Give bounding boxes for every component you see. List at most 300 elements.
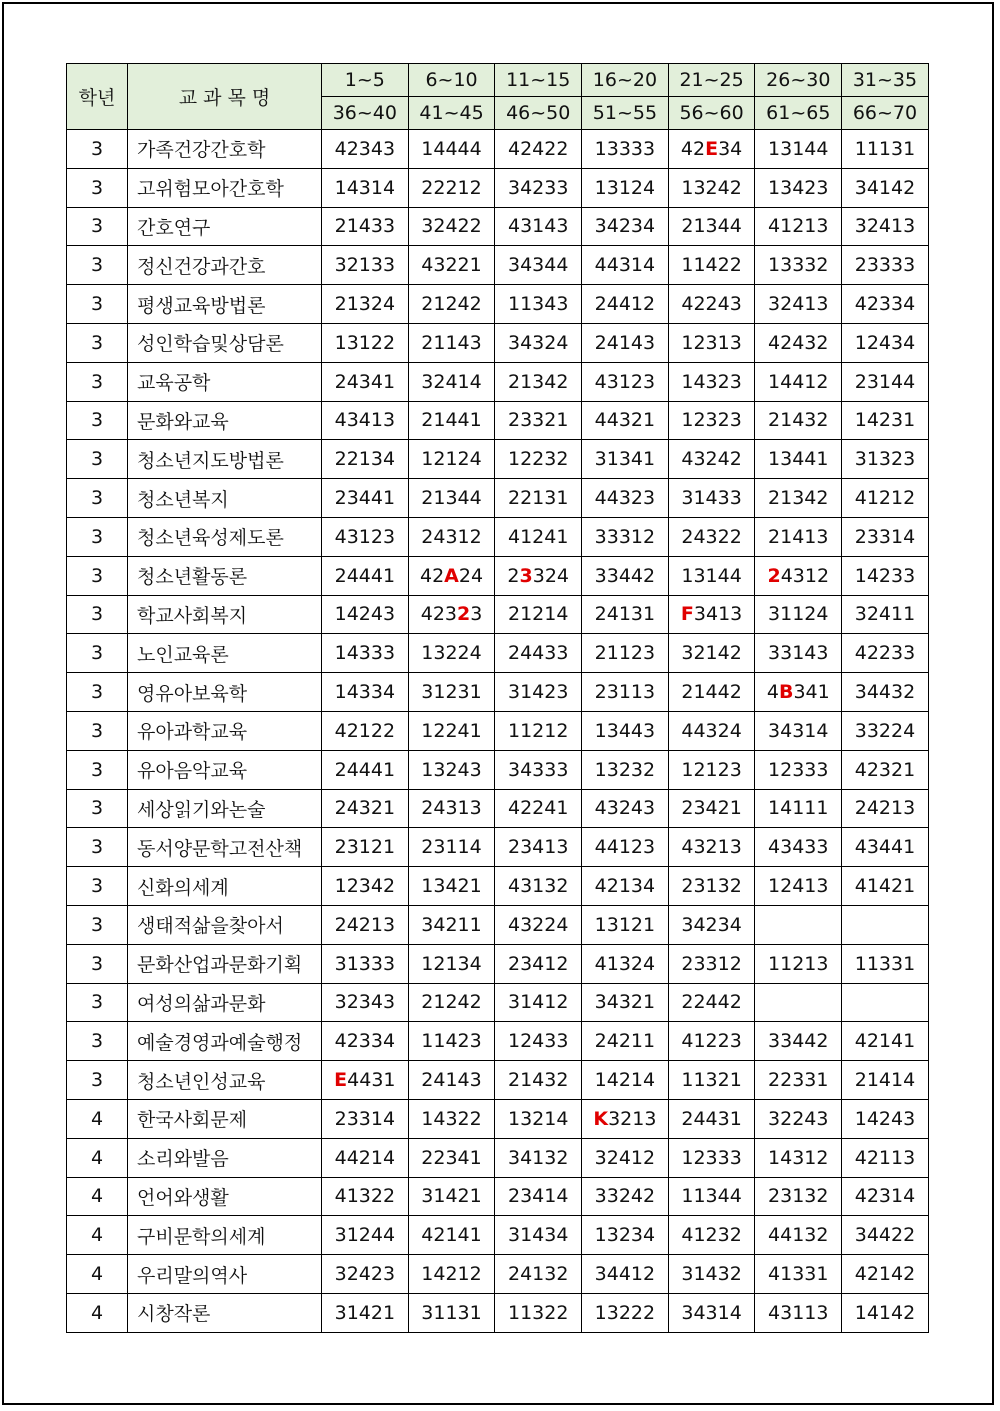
answer-cell: 12413 bbox=[755, 867, 842, 906]
answer-cell: 41322 bbox=[322, 1177, 409, 1216]
subject-cell: 문화산업과문화기획 bbox=[128, 944, 322, 983]
subject-cell: 세상읽기와논술 bbox=[128, 789, 322, 828]
answer-cell: 14243 bbox=[322, 595, 409, 634]
grade-cell: 4 bbox=[67, 1255, 128, 1294]
answer-cell: 42314 bbox=[842, 1177, 929, 1216]
table-row bbox=[67, 401, 929, 440]
answer-cell: 21214 bbox=[495, 595, 582, 634]
answer-cell: 21342 bbox=[755, 479, 842, 518]
table-header bbox=[67, 64, 929, 130]
grade-cell: 3 bbox=[67, 168, 128, 207]
table-row bbox=[67, 556, 929, 595]
range-header: 51~55 bbox=[582, 97, 669, 130]
answer-cell: 42A24 bbox=[408, 556, 495, 595]
answer-cell: 14243 bbox=[842, 1099, 929, 1138]
answer-cell: 43221 bbox=[408, 246, 495, 285]
table-row bbox=[67, 1255, 929, 1294]
answer-cell: 23314 bbox=[322, 1099, 409, 1138]
answer-cell: 24312 bbox=[755, 556, 842, 595]
answer-cell: 22442 bbox=[668, 983, 755, 1022]
answer-cell: 31341 bbox=[582, 440, 669, 479]
answer-cell: 21242 bbox=[408, 983, 495, 1022]
answer-cell: 21432 bbox=[755, 401, 842, 440]
answer-cell: 11213 bbox=[755, 944, 842, 983]
range-header: 21~25 bbox=[668, 64, 755, 97]
grade-cell: 3 bbox=[67, 711, 128, 750]
answer-cell: 21342 bbox=[495, 362, 582, 401]
answer-cell: 13121 bbox=[582, 905, 669, 944]
grade-cell: 3 bbox=[67, 479, 128, 518]
answer-cell: 43224 bbox=[495, 905, 582, 944]
answer-cell: 32412 bbox=[582, 1138, 669, 1177]
answer-cell: 22134 bbox=[322, 440, 409, 479]
answer-cell: 13224 bbox=[408, 634, 495, 673]
answer-cell: 21242 bbox=[408, 285, 495, 324]
table-row bbox=[67, 440, 929, 479]
answer-cell: 43243 bbox=[582, 789, 669, 828]
answer-cell: 22131 bbox=[495, 479, 582, 518]
range-header: 46~50 bbox=[495, 97, 582, 130]
grade-cell: 3 bbox=[67, 362, 128, 401]
highlighted-answer-char: 3 bbox=[519, 564, 533, 587]
answer-cell: 24322 bbox=[668, 517, 755, 556]
answer-cell: 14212 bbox=[408, 1255, 495, 1294]
answer-cell: 23421 bbox=[668, 789, 755, 828]
answer-cell: 23144 bbox=[842, 362, 929, 401]
subject-cell: 청소년지도방법론 bbox=[128, 440, 322, 479]
answer-cell: 14233 bbox=[842, 556, 929, 595]
answer-cell: 42233 bbox=[842, 634, 929, 673]
answer-cell: 23321 bbox=[495, 401, 582, 440]
subject-cell: 유아과학교육 bbox=[128, 711, 322, 750]
answer-cell: 23414 bbox=[495, 1177, 582, 1216]
answer-cell: 23413 bbox=[495, 828, 582, 867]
answer-cell: 11344 bbox=[668, 1177, 755, 1216]
answer-cell: 31124 bbox=[755, 595, 842, 634]
answer-cell: 22212 bbox=[408, 168, 495, 207]
answer-cell: 24441 bbox=[322, 750, 409, 789]
grade-cell: 3 bbox=[67, 673, 128, 712]
answer-cell: 12123 bbox=[668, 750, 755, 789]
answer-cell: 23314 bbox=[842, 517, 929, 556]
answer-cell: 13144 bbox=[668, 556, 755, 595]
answer-cell: 21344 bbox=[408, 479, 495, 518]
answer-cell: 24341 bbox=[322, 362, 409, 401]
answer-cell: 14322 bbox=[408, 1099, 495, 1138]
answer-cell: 22341 bbox=[408, 1138, 495, 1177]
answer-cell: 24131 bbox=[582, 595, 669, 634]
answer-cell: 12342 bbox=[322, 867, 409, 906]
answer-cell: 42321 bbox=[842, 750, 929, 789]
answer-cell: 44214 bbox=[322, 1138, 409, 1177]
subject-cell: 문화와교육 bbox=[128, 401, 322, 440]
range-header: 26~30 bbox=[755, 64, 842, 97]
highlighted-answer-char: F bbox=[680, 603, 694, 626]
answer-cell: E4431 bbox=[322, 1061, 409, 1100]
answer-cell: 24441 bbox=[322, 556, 409, 595]
answer-cell: 34132 bbox=[495, 1138, 582, 1177]
range-header: 41~45 bbox=[408, 97, 495, 130]
answer-cell: 34422 bbox=[842, 1216, 929, 1255]
subject-cell: 신화의세계 bbox=[128, 867, 322, 906]
table-row bbox=[67, 867, 929, 906]
answer-cell: 33224 bbox=[842, 711, 929, 750]
answer-cell: 12313 bbox=[668, 323, 755, 362]
answer-cell: 34211 bbox=[408, 905, 495, 944]
answer-cell: 41223 bbox=[668, 1022, 755, 1061]
grade-cell: 3 bbox=[67, 1022, 128, 1061]
answer-cell: 41421 bbox=[842, 867, 929, 906]
answer-cell: 44324 bbox=[668, 711, 755, 750]
answer-cell: 13144 bbox=[755, 130, 842, 169]
grade-cell: 3 bbox=[67, 517, 128, 556]
answer-cell: 43242 bbox=[668, 440, 755, 479]
table-row bbox=[67, 1099, 929, 1138]
answer-cell: 13124 bbox=[582, 168, 669, 207]
grade-cell: 4 bbox=[67, 1216, 128, 1255]
answer-cell: 13242 bbox=[668, 168, 755, 207]
answer-cell: 14334 bbox=[322, 673, 409, 712]
answer-cell: 31423 bbox=[495, 673, 582, 712]
grade-cell: 4 bbox=[67, 1099, 128, 1138]
grade-cell: 3 bbox=[67, 323, 128, 362]
subject-cell: 평생교육방법론 bbox=[128, 285, 322, 324]
answer-cell: 24433 bbox=[495, 634, 582, 673]
table-row bbox=[67, 828, 929, 867]
table-row bbox=[67, 634, 929, 673]
table-row bbox=[67, 905, 929, 944]
answer-cell: 23312 bbox=[668, 944, 755, 983]
answer-cell: 31244 bbox=[322, 1216, 409, 1255]
answer-cell: 14333 bbox=[322, 634, 409, 673]
answer-cell: 42422 bbox=[495, 130, 582, 169]
answer-cell: 13443 bbox=[582, 711, 669, 750]
answer-cell: 24143 bbox=[408, 1061, 495, 1100]
range-header: 56~60 bbox=[668, 97, 755, 130]
subject-cell: 청소년인성교육 bbox=[128, 1061, 322, 1100]
answer-cell: 13232 bbox=[582, 750, 669, 789]
answer-cell: 41232 bbox=[668, 1216, 755, 1255]
subject-cell: 한국사회문제 bbox=[128, 1099, 322, 1138]
highlighted-answer-char: K bbox=[593, 1107, 609, 1130]
table-row bbox=[67, 130, 929, 169]
range-header: 16~20 bbox=[582, 64, 669, 97]
subject-cell: 동서양문학고전산책 bbox=[128, 828, 322, 867]
answer-cell: 43123 bbox=[322, 517, 409, 556]
range-header: 36~40 bbox=[322, 97, 409, 130]
grade-cell: 3 bbox=[67, 944, 128, 983]
range-header: 6~10 bbox=[408, 64, 495, 97]
answer-cell: 21123 bbox=[582, 634, 669, 673]
answer-cell: 24312 bbox=[408, 517, 495, 556]
answer-cell: 33242 bbox=[582, 1177, 669, 1216]
answer-cell: 24412 bbox=[582, 285, 669, 324]
answer-cell: 13222 bbox=[582, 1293, 669, 1332]
answer-cell: 34142 bbox=[842, 168, 929, 207]
range-header: 61~65 bbox=[755, 97, 842, 130]
answer-cell: 13122 bbox=[322, 323, 409, 362]
subject-cell: 가족건강간호학 bbox=[128, 130, 322, 169]
answer-cell: 14444 bbox=[408, 130, 495, 169]
table-row bbox=[67, 479, 929, 518]
answer-cell: 12323 bbox=[668, 401, 755, 440]
answer-cell: 43143 bbox=[495, 207, 582, 246]
subject-cell: 예술경영과예술행정 bbox=[128, 1022, 322, 1061]
grade-cell: 3 bbox=[67, 246, 128, 285]
answer-cell: 11321 bbox=[668, 1061, 755, 1100]
answer-cell: 42141 bbox=[842, 1022, 929, 1061]
subject-cell: 청소년육성제도론 bbox=[128, 517, 322, 556]
subject-cell: 청소년활동론 bbox=[128, 556, 322, 595]
answer-cell: 33442 bbox=[582, 556, 669, 595]
subject-cell: 시창작론 bbox=[128, 1293, 322, 1332]
subject-cell: 생태적삶을찾아서 bbox=[128, 905, 322, 944]
answer-cell: 24211 bbox=[582, 1022, 669, 1061]
answer-cell: 32413 bbox=[755, 285, 842, 324]
answer-cell: 44123 bbox=[582, 828, 669, 867]
highlighted-answer-char: E bbox=[334, 1069, 348, 1092]
answer-cell: 42141 bbox=[408, 1216, 495, 1255]
answer-key-table bbox=[66, 63, 929, 1333]
grade-cell: 3 bbox=[67, 750, 128, 789]
range-header: 1~5 bbox=[322, 64, 409, 97]
grade-cell: 3 bbox=[67, 440, 128, 479]
answer-cell: 23333 bbox=[842, 246, 929, 285]
answer-cell: 21442 bbox=[668, 673, 755, 712]
answer-cell: 23132 bbox=[755, 1177, 842, 1216]
table-row bbox=[67, 1293, 929, 1332]
grade-cell: 4 bbox=[67, 1138, 128, 1177]
answer-cell: 12241 bbox=[408, 711, 495, 750]
answer-cell: 11423 bbox=[408, 1022, 495, 1061]
answer-cell: 34314 bbox=[668, 1293, 755, 1332]
answer-cell: 23441 bbox=[322, 479, 409, 518]
grade-cell: 3 bbox=[67, 1061, 128, 1100]
answer-cell: 21432 bbox=[495, 1061, 582, 1100]
answer-cell: 42241 bbox=[495, 789, 582, 828]
subject-cell: 소리와발음 bbox=[128, 1138, 322, 1177]
subject-cell: 간호연구 bbox=[128, 207, 322, 246]
answer-cell: 31323 bbox=[842, 440, 929, 479]
table-row bbox=[67, 789, 929, 828]
answer-cell: 43113 bbox=[755, 1293, 842, 1332]
answer-cell: 34333 bbox=[495, 750, 582, 789]
highlighted-answer-char: A bbox=[444, 564, 459, 587]
answer-cell: 42122 bbox=[322, 711, 409, 750]
answer-cell: 42134 bbox=[582, 867, 669, 906]
table-row bbox=[67, 595, 929, 634]
answer-cell: 33312 bbox=[582, 517, 669, 556]
answer-cell: 23114 bbox=[408, 828, 495, 867]
highlighted-answer-char: 2 bbox=[457, 603, 471, 626]
answer-cell: 14111 bbox=[755, 789, 842, 828]
subject-cell: 영유아보육학 bbox=[128, 673, 322, 712]
subject-cell: 교육공학 bbox=[128, 362, 322, 401]
answer-cell: 14312 bbox=[755, 1138, 842, 1177]
answer-cell: 32422 bbox=[408, 207, 495, 246]
answer-cell: 32142 bbox=[668, 634, 755, 673]
table-row bbox=[67, 362, 929, 401]
answer-cell: 34432 bbox=[842, 673, 929, 712]
answer-cell: 13423 bbox=[755, 168, 842, 207]
answer-cell: 13332 bbox=[755, 246, 842, 285]
answer-cell: 21441 bbox=[408, 401, 495, 440]
answer-cell bbox=[842, 983, 929, 1022]
grade-cell: 3 bbox=[67, 130, 128, 169]
highlighted-answer-char: 2 bbox=[767, 564, 781, 587]
grade-cell: 3 bbox=[67, 983, 128, 1022]
answer-cell: 34234 bbox=[668, 905, 755, 944]
answer-cell: 34233 bbox=[495, 168, 582, 207]
answer-cell: 42343 bbox=[322, 130, 409, 169]
answer-cell: 23412 bbox=[495, 944, 582, 983]
answer-cell: 44132 bbox=[755, 1216, 842, 1255]
answer-cell: 21433 bbox=[322, 207, 409, 246]
answer-cell: 32423 bbox=[322, 1255, 409, 1294]
answer-cell: 31433 bbox=[668, 479, 755, 518]
answer-cell: 43132 bbox=[495, 867, 582, 906]
answer-cell: 41241 bbox=[495, 517, 582, 556]
subject-cell: 유아음악교육 bbox=[128, 750, 322, 789]
grade-cell: 3 bbox=[67, 828, 128, 867]
answer-cell: 12232 bbox=[495, 440, 582, 479]
answer-cell: 43213 bbox=[668, 828, 755, 867]
answer-cell: 21413 bbox=[755, 517, 842, 556]
table-row bbox=[67, 673, 929, 712]
table-row bbox=[67, 1022, 929, 1061]
answer-cell: 14412 bbox=[755, 362, 842, 401]
answer-cell bbox=[842, 905, 929, 944]
grade-header: 학년 bbox=[67, 64, 128, 130]
range-header: 66~70 bbox=[842, 97, 929, 130]
table-row bbox=[67, 246, 929, 285]
answer-cell: 12134 bbox=[408, 944, 495, 983]
answer-cell: 32243 bbox=[755, 1099, 842, 1138]
answer-cell: 14214 bbox=[582, 1061, 669, 1100]
answer-cell: 21324 bbox=[322, 285, 409, 324]
answer-cell: 14231 bbox=[842, 401, 929, 440]
answer-cell: K3213 bbox=[582, 1099, 669, 1138]
answer-cell: 23121 bbox=[322, 828, 409, 867]
subject-cell: 학교사회복지 bbox=[128, 595, 322, 634]
subject-header: 교 과 목 명 bbox=[128, 64, 322, 130]
answer-cell: 34344 bbox=[495, 246, 582, 285]
answer-cell: 31432 bbox=[668, 1255, 755, 1294]
answer-cell: 31131 bbox=[408, 1293, 495, 1332]
answer-cell: 43433 bbox=[755, 828, 842, 867]
answer-cell: 11212 bbox=[495, 711, 582, 750]
table-row bbox=[67, 168, 929, 207]
table-row bbox=[67, 517, 929, 556]
table-body bbox=[67, 130, 929, 1333]
answer-cell: 31434 bbox=[495, 1216, 582, 1255]
grade-cell: 3 bbox=[67, 634, 128, 673]
answer-cell: 32411 bbox=[842, 595, 929, 634]
answer-cell: 14314 bbox=[322, 168, 409, 207]
table-row bbox=[67, 1216, 929, 1255]
highlighted-answer-char: B bbox=[778, 681, 794, 704]
answer-cell: 24431 bbox=[668, 1099, 755, 1138]
answer-cell: 24321 bbox=[322, 789, 409, 828]
answer-cell: 12333 bbox=[755, 750, 842, 789]
table-row bbox=[67, 323, 929, 362]
answer-cell: 34412 bbox=[582, 1255, 669, 1294]
subject-cell: 노인교육론 bbox=[128, 634, 322, 673]
answer-cell: 14142 bbox=[842, 1293, 929, 1332]
answer-cell: 31412 bbox=[495, 983, 582, 1022]
answer-cell: 13441 bbox=[755, 440, 842, 479]
answer-cell: 24213 bbox=[322, 905, 409, 944]
answer-cell: 31421 bbox=[322, 1293, 409, 1332]
answer-cell: 42334 bbox=[842, 285, 929, 324]
answer-cell: 11322 bbox=[495, 1293, 582, 1332]
answer-cell: 23324 bbox=[495, 556, 582, 595]
subject-cell: 언어와생활 bbox=[128, 1177, 322, 1216]
answer-cell: 33442 bbox=[755, 1022, 842, 1061]
table-row bbox=[67, 285, 929, 324]
answer-cell: 22331 bbox=[755, 1061, 842, 1100]
table-row bbox=[67, 207, 929, 246]
answer-cell: 12124 bbox=[408, 440, 495, 479]
answer-cell: 13333 bbox=[582, 130, 669, 169]
answer-cell: 42323 bbox=[408, 595, 495, 634]
answer-cell: 11343 bbox=[495, 285, 582, 324]
grade-cell: 4 bbox=[67, 1177, 128, 1216]
subject-cell: 성인학습및상담론 bbox=[128, 323, 322, 362]
answer-cell: 23113 bbox=[582, 673, 669, 712]
answer-cell: 13214 bbox=[495, 1099, 582, 1138]
answer-cell: 24132 bbox=[495, 1255, 582, 1294]
subject-cell: 여성의삶과문화 bbox=[128, 983, 322, 1022]
subject-cell: 고위험모아간호학 bbox=[128, 168, 322, 207]
grade-cell: 3 bbox=[67, 867, 128, 906]
answer-cell: 12434 bbox=[842, 323, 929, 362]
answer-cell: 42243 bbox=[668, 285, 755, 324]
answer-cell: 42432 bbox=[755, 323, 842, 362]
answer-cell: F3413 bbox=[668, 595, 755, 634]
answer-cell: 13421 bbox=[408, 867, 495, 906]
highlighted-answer-char: E bbox=[705, 137, 719, 160]
subject-cell: 구비문학의세계 bbox=[128, 1216, 322, 1255]
answer-cell: 33143 bbox=[755, 634, 842, 673]
answer-cell: 32413 bbox=[842, 207, 929, 246]
grade-cell: 3 bbox=[67, 556, 128, 595]
table-row bbox=[67, 983, 929, 1022]
answer-cell: 41324 bbox=[582, 944, 669, 983]
answer-cell: 21414 bbox=[842, 1061, 929, 1100]
answer-cell: 13243 bbox=[408, 750, 495, 789]
answer-cell: 34314 bbox=[755, 711, 842, 750]
answer-cell: 4B341 bbox=[755, 673, 842, 712]
answer-cell: 11131 bbox=[842, 130, 929, 169]
answer-cell: 44314 bbox=[582, 246, 669, 285]
answer-cell: 24213 bbox=[842, 789, 929, 828]
answer-cell: 21143 bbox=[408, 323, 495, 362]
answer-cell: 44321 bbox=[582, 401, 669, 440]
answer-cell: 31333 bbox=[322, 944, 409, 983]
answer-cell: 42334 bbox=[322, 1022, 409, 1061]
answer-cell: 34321 bbox=[582, 983, 669, 1022]
answer-cell: 44323 bbox=[582, 479, 669, 518]
answer-cell: 32414 bbox=[408, 362, 495, 401]
grade-cell: 3 bbox=[67, 595, 128, 634]
answer-cell: 43123 bbox=[582, 362, 669, 401]
answer-cell: 14323 bbox=[668, 362, 755, 401]
answer-cell: 31231 bbox=[408, 673, 495, 712]
answer-cell: 41212 bbox=[842, 479, 929, 518]
grade-cell: 4 bbox=[67, 1293, 128, 1332]
grade-cell: 3 bbox=[67, 207, 128, 246]
